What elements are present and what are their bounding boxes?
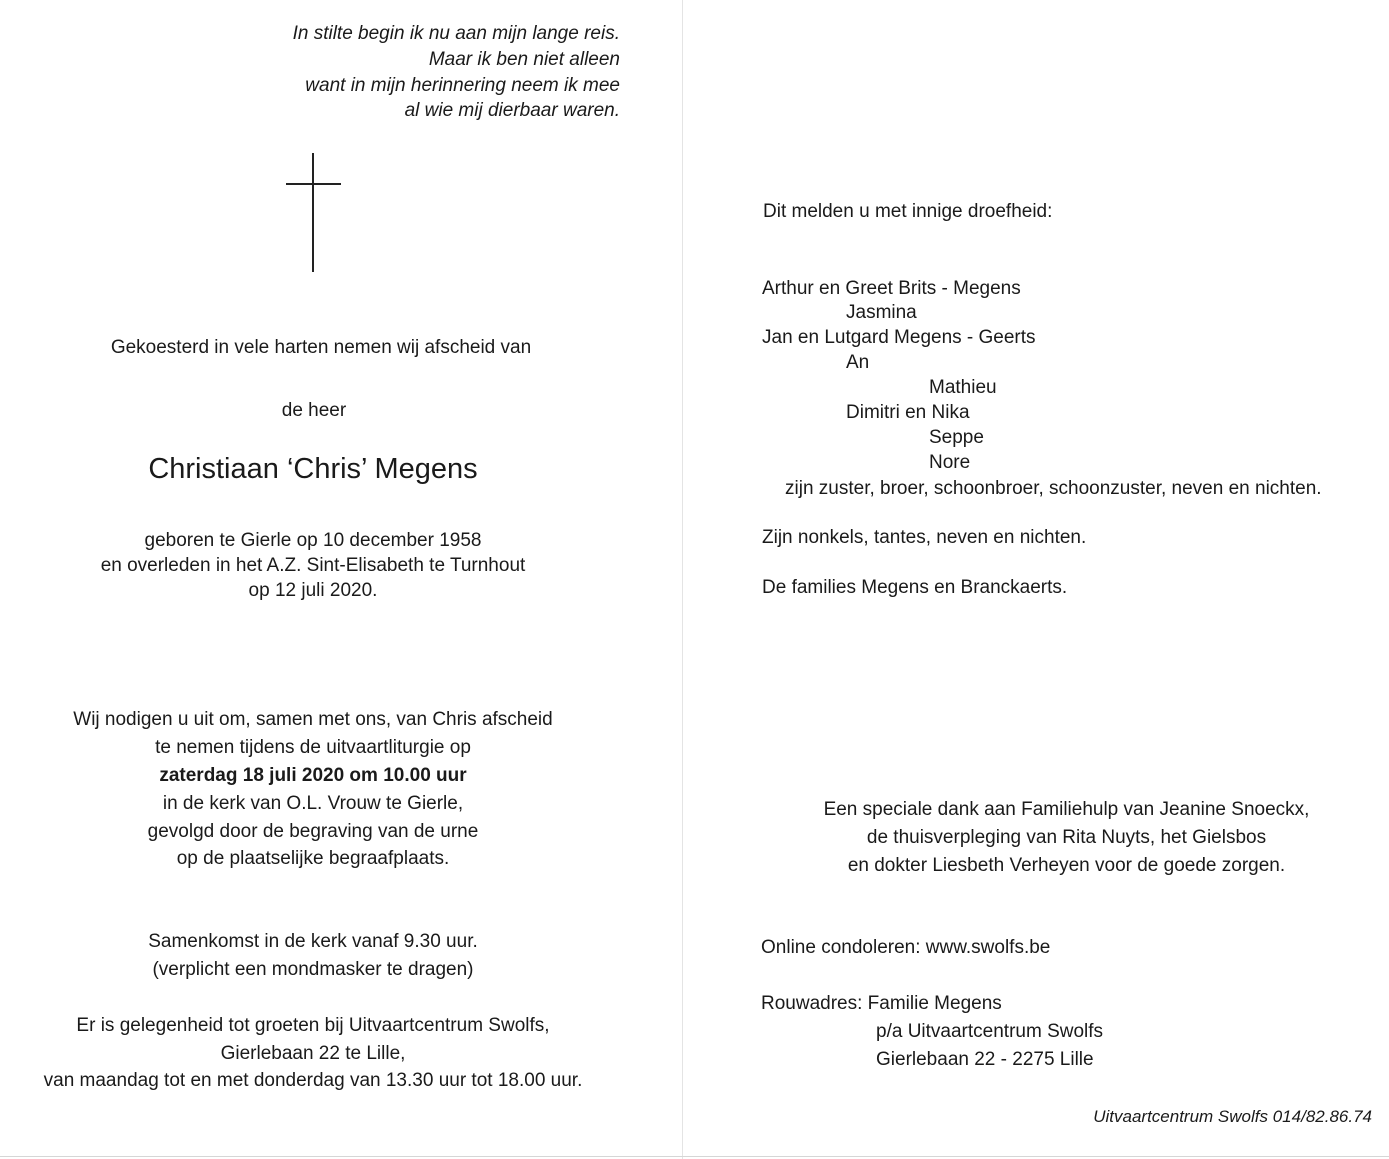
gathering-line-1: Samenkomst in de kerk vanaf 9.30 uur.	[148, 931, 478, 952]
death-line: en overleden in het A.Z. Sint-Elisabeth te Turnhout	[100, 555, 526, 576]
announce-text: Dit melden u met innige droefheid:	[763, 201, 1053, 222]
address-line-3: Gierlebaan 22 - 2275 Lille	[876, 1049, 1094, 1070]
thanks-line-3: en dokter Liesbeth Verheyen voor de goede zorgen.	[847, 855, 1286, 876]
relatives-text: Zijn nonkels, tantes, neven en nichten.	[762, 527, 1087, 548]
families-text: De families Megens en Branckaerts.	[762, 577, 1068, 598]
deceased-name: Christiaan ‘Chris’ Megens	[148, 453, 478, 485]
family-line-6: Dimitri en Nika	[846, 402, 970, 423]
card-right-panel	[684, 0, 1389, 1159]
poem-line-4: al wie mij dierbaar waren.	[404, 100, 620, 121]
poem-line-2: Maar ik ben niet alleen	[428, 49, 620, 70]
address-line-2: p/a Uitvaartcentrum Swolfs	[876, 1021, 1104, 1042]
thanks-line-1: Een speciale dank aan Familiehulp van Jeanine Snoeckx,	[823, 799, 1310, 820]
footer-funeral-home: Uitvaartcentrum Swolfs 014/82.86.74	[1093, 1107, 1372, 1126]
online-condolence-text: Online condoleren: www.swolfs.be	[761, 937, 1051, 958]
greeting-line-2: Gierlebaan 22 te Lille,	[220, 1043, 406, 1064]
family-line-2: Jasmina	[846, 302, 917, 323]
card-fold-line	[682, 0, 683, 1159]
title-text: de heer	[281, 400, 347, 421]
invitation-line-4: in de kerk van O.L. Vrouw te Gierle,	[162, 793, 464, 814]
family-line-4: An	[846, 352, 870, 373]
greeting-line-1: Er is gelegenheid tot groeten bij Uitvaartcentrum Swolfs,	[76, 1015, 550, 1036]
poem-line-1: In stilte begin ik nu aan mijn lange reis.	[292, 23, 620, 44]
invitation-line-6: op de plaatselijke begraafplaats.	[176, 848, 450, 869]
family-line-3: Jan en Lutgard Megens - Geerts	[762, 327, 1036, 348]
intro-text: Gekoesterd in vele harten nemen wij afscheid van	[110, 337, 532, 358]
invitation-line-1: Wij nodigen u uit om, samen met ons, van Chris afscheid	[73, 709, 553, 730]
thanks-line-2: de thuisverpleging van Rita Nuyts, het Gielsbos	[866, 827, 1267, 848]
card-left-panel	[0, 0, 682, 1159]
gathering-line-2: (verplicht een mondmasker te dragen)	[152, 959, 474, 980]
family-line-7: Seppe	[929, 427, 984, 448]
family-line-8: Nore	[929, 452, 971, 473]
invitation-line-5: gevolgd door de begraving van de urne	[147, 821, 479, 842]
family-line-1: Arthur en Greet Brits - Megens	[762, 278, 1021, 299]
family-line-9: zijn zuster, broer, schoonbroer, schoonzuster, neven en nichten.	[785, 478, 1322, 499]
birth-line: geboren te Gierle op 10 december 1958	[144, 530, 482, 551]
poem-line-3: want in mijn herinnering neem ik mee	[305, 75, 620, 96]
family-line-5: Mathieu	[929, 377, 997, 398]
address-line-1: Rouwadres: Familie Megens	[761, 993, 1002, 1014]
greeting-line-3: van maandag tot en met donderdag van 13.30 uur tot 18.00 uur.	[43, 1070, 583, 1091]
funeral-datetime: zaterdag 18 juli 2020 om 10.00 uur	[159, 765, 467, 786]
death-date-line: op 12 juli 2020.	[248, 580, 378, 601]
invitation-line-2: te nemen tijdens de uitvaartliturgie op	[155, 737, 471, 758]
